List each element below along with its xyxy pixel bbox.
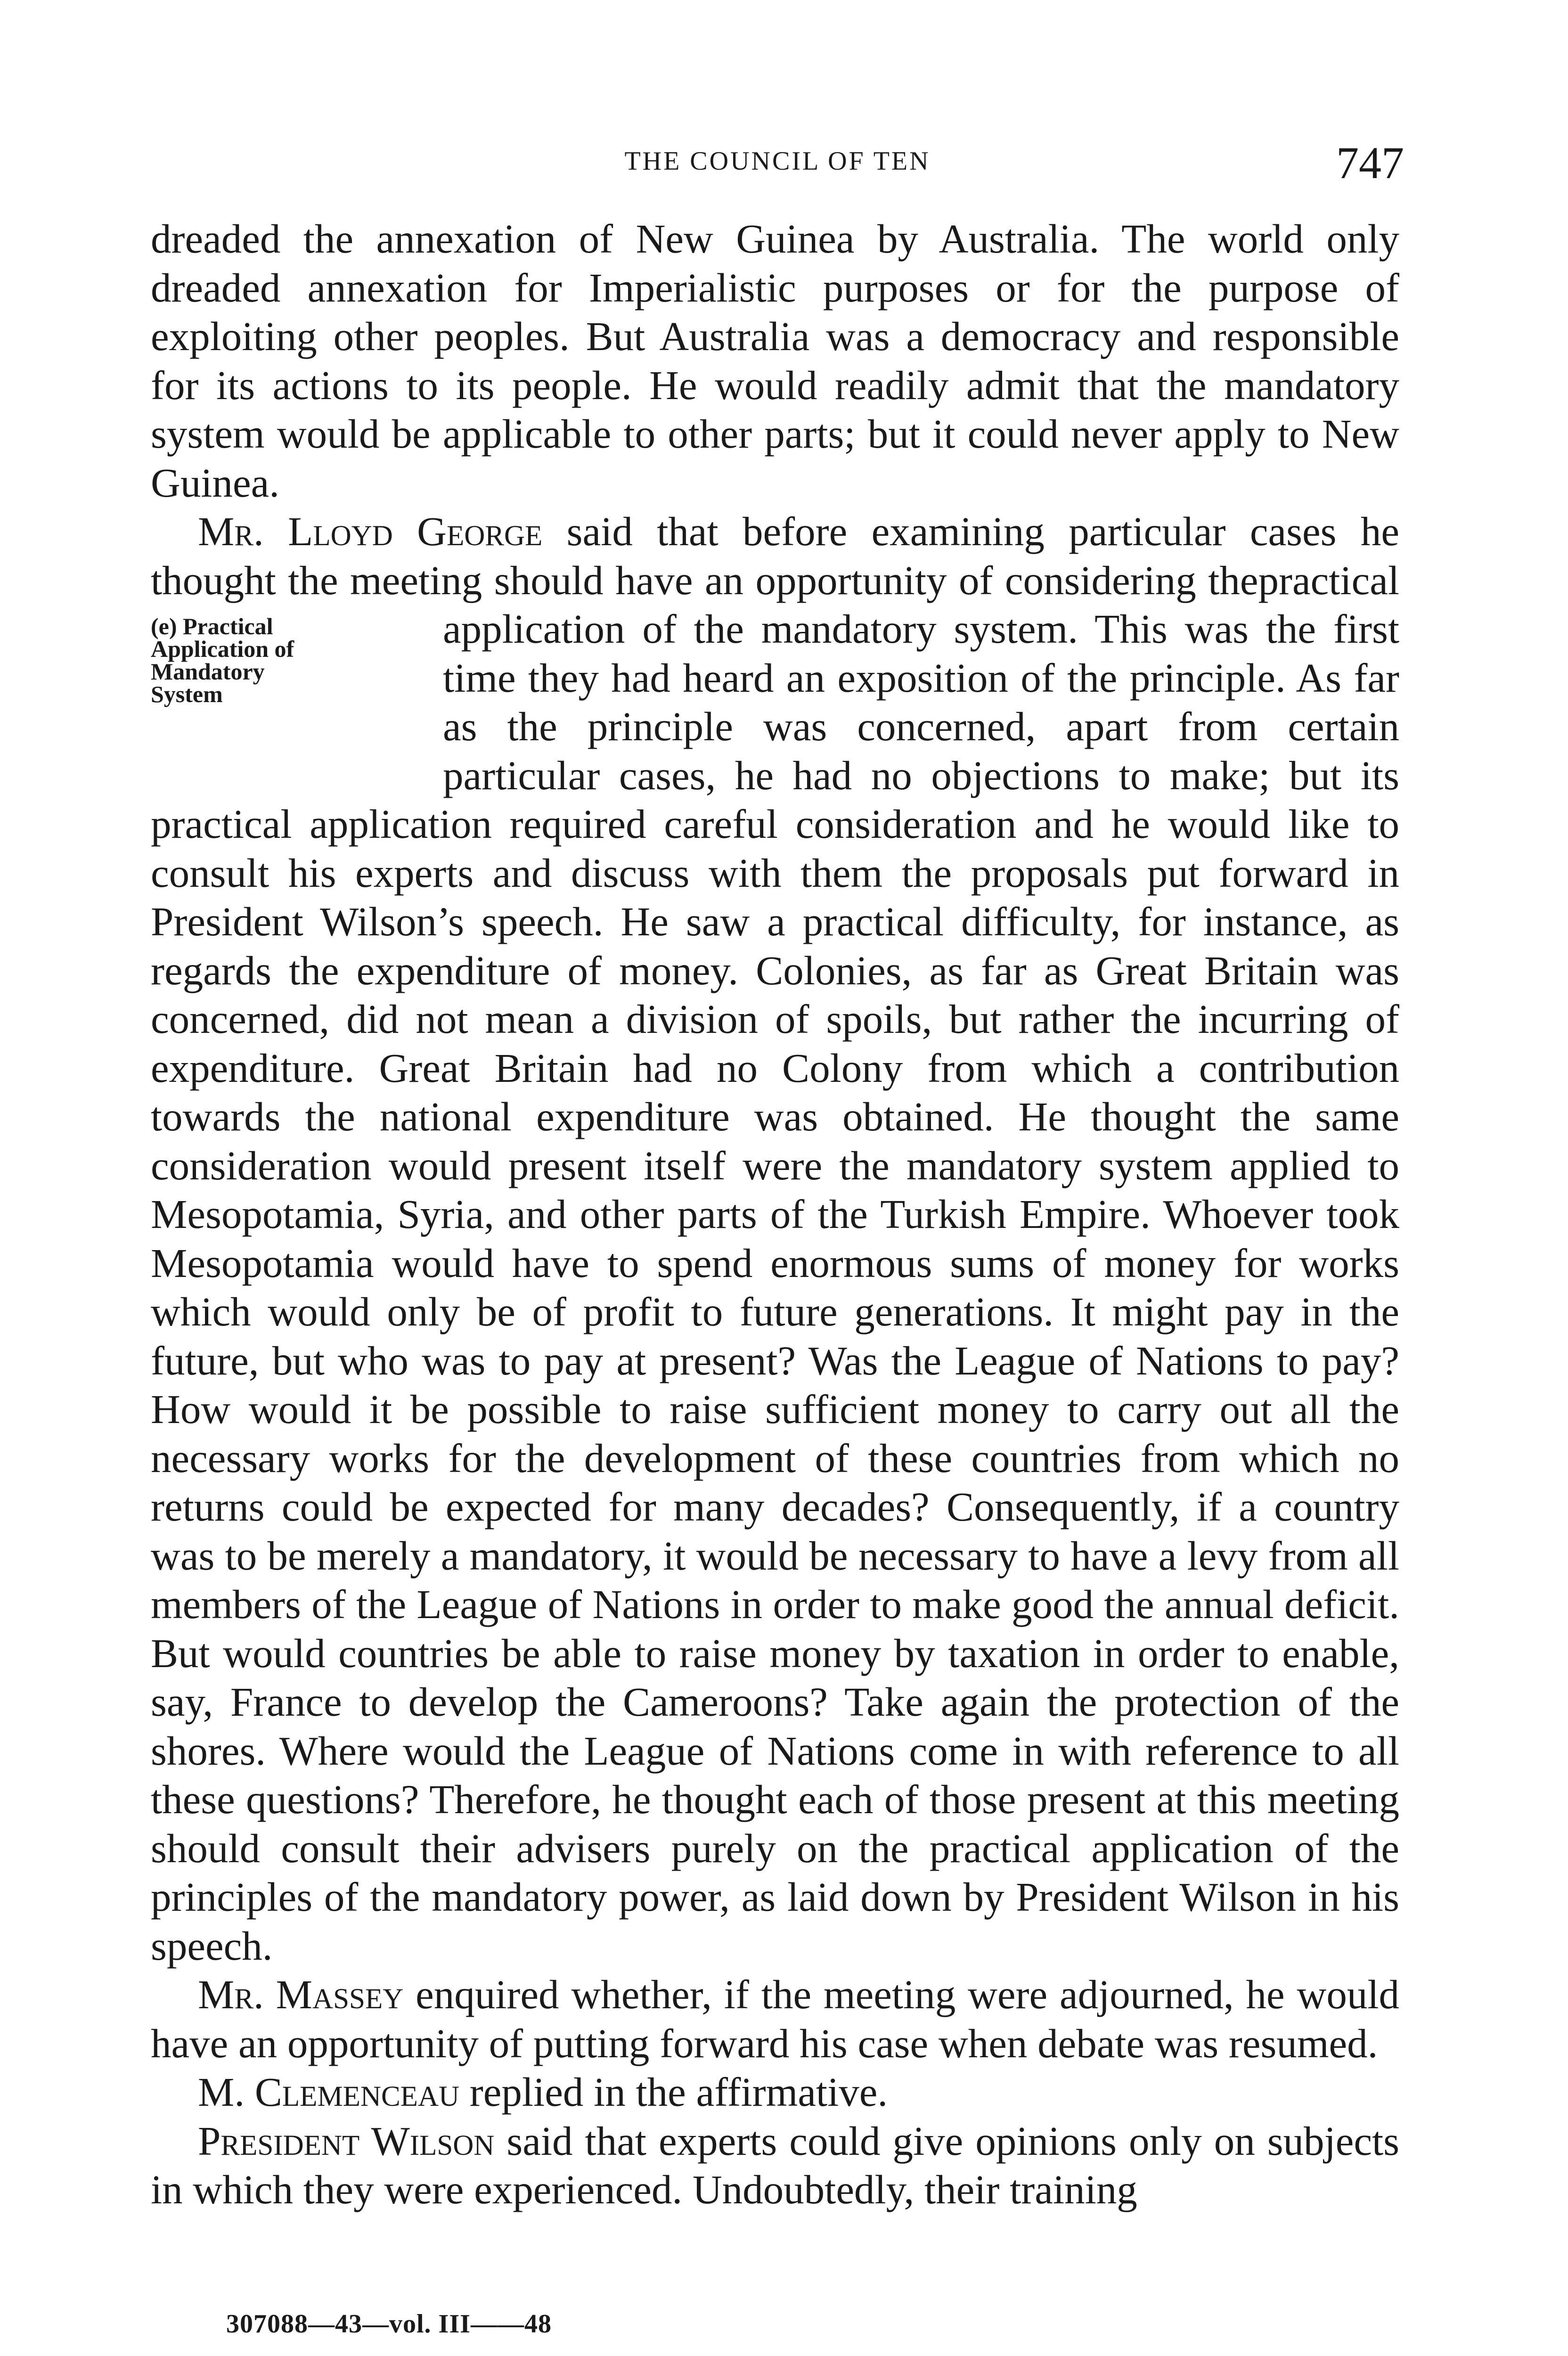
paragraph-text: replied in the affirmative. (459, 2069, 888, 2115)
paragraph-massey (151, 1970, 1399, 2068)
paragraph-lloyd-george (151, 507, 1399, 1970)
paragraph-continuation: dreaded the annexation of New Guinea by Australia. The world only dreaded annexation for Imperialistic purposes or for the purpose of exploiting other peoples. But Australia was a democracy and responsible for its actions to its people. He would readily admit that the mandatory system would be applicable to other parts; but it could never apply to New Guinea. (151, 216, 1399, 506)
speaker-name: Mr. Massey (198, 1972, 404, 2017)
paragraph-text: enquired whether, if the meeting were adjourned, he would have an opportunity of putting forward his case when debate was resumed. (151, 1972, 1400, 2066)
margin-note-line: (e) Practical (151, 613, 273, 639)
paragraph-wilson (151, 2117, 1399, 2214)
margin-note-line: System (151, 681, 223, 707)
margin-note (151, 615, 438, 759)
speaker-name: President Wilson (198, 2118, 495, 2164)
margin-note-line: Mandatory (151, 658, 265, 685)
paragraph-text: said that before examining particular cases he thought the meeting should have an opportunity of considering the (151, 508, 1399, 603)
margin-note-line: Application of (151, 636, 294, 662)
page-number: 747 (1336, 138, 1404, 188)
running-title: THE COUNCIL OF TEN (624, 147, 931, 176)
body-text (151, 214, 1399, 2214)
running-head (151, 137, 1404, 188)
speaker-name: M. Clemenceau (198, 2069, 460, 2115)
speaker-name: Mr. Lloyd George (198, 508, 543, 554)
print-signature: 307088—43—vol. III——48 (226, 2309, 552, 2339)
paragraph-text: said that experts could give opinions only on subjects in which they were experienced. Undoubtedly, their training (151, 2118, 1399, 2212)
paragraph-text: practical application of the mandatory system. This was the first time they had heard an exposition of the principle. As far as the principle was concerned, apart from certain particular cases, he had no objections to make; but its practical application required careful consideration and he would like to consult his experts and discuss with them the proposals put forward in President Wilson’s speech. He saw a practical difficulty, for instance, as regards the expenditure of money. Colonies, as far as Great Britain was concerned, did not mean a division of spoils, but rather the incurring of expenditure. Great Britain had no Colony from which a contribution towards the national expenditure was obtained. He thought the same consideration would present itself were the mandatory system applied to Mesopotamia, Syria, and other parts of the Turkish Empire. Whoever took Mesopotamia would have to spend enormous sums of money for works which would only be of profit to future generations. It might pay in the future, but who was to pay at present? Was the League of Nations to pay? How would it be possible to raise sufficient money to carry out all the necessary works for the development of these countries from which no returns could be expected for many decades? Consequently, if a country was to be merely a mandatory, it would be necessary to have a levy from all members of the League of Nations in order to make good the annual deficit. But would countries be able to raise money by taxation in order to enable, say, France to develop the Cameroons? Take again the protection of the shores. Where would the League of Nations come in with reference to all these questions? Therefore, he thought each of those present at this meeting should consult their advisers purely on the practical application of the principles of the mandatory power, as laid down by President Wilson in his speech. (151, 557, 1399, 1969)
paragraph-clemenceau (151, 2068, 1399, 2117)
